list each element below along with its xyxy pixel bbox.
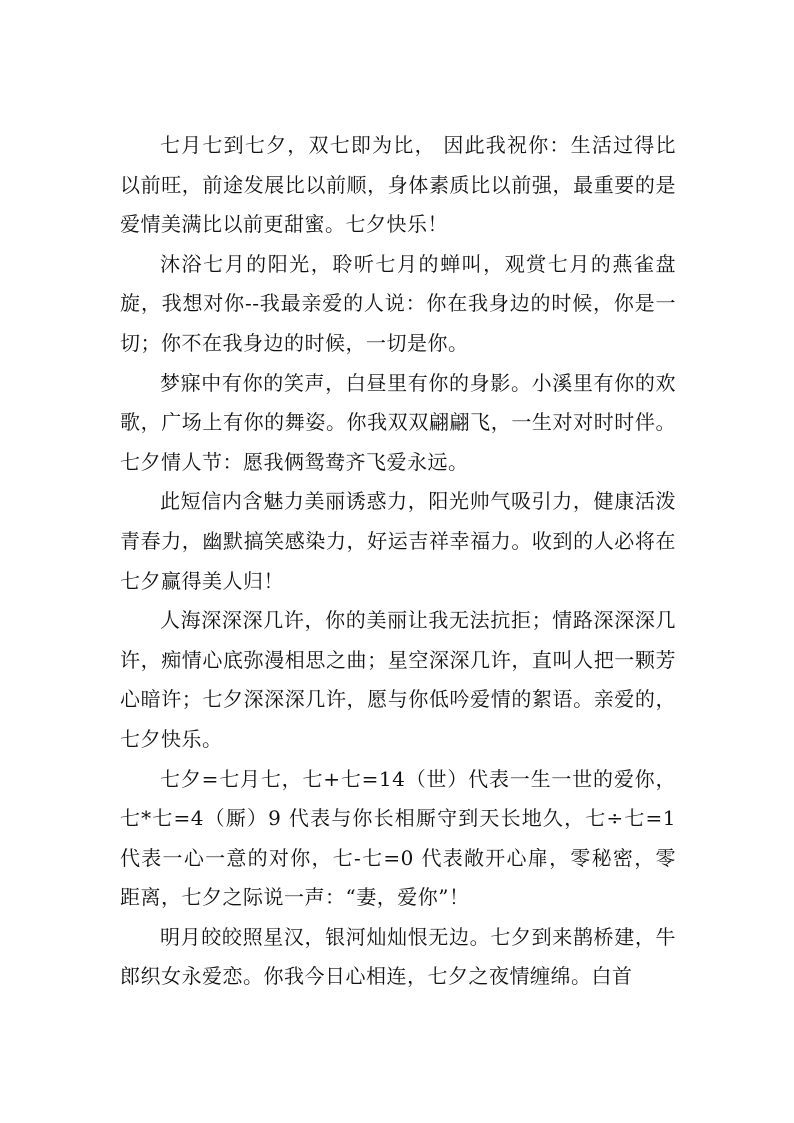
paragraph-1: 七月七到七夕，双七即为比， 因此我祝你：生活过得比以前旺，前途发展比以前顺，身体素质比以前强，最重要的是爱情美满比以前更甜蜜。七夕快乐！ <box>120 133 676 237</box>
paragraph-4: 此短信内含魅力美丽诱惑力，阳光帅气吸引力，健康活泼青春力，幽默搞笑感染力，好运吉祥幸福力。收到的人必将在七夕赢得美人归！ <box>120 489 676 593</box>
paragraph-6: 七夕=七月七，七+七=14（世）代表一生一世的爱你，七*七=4（厮）9 代表与你长相厮守到天长地久，七÷七=1 代表一心一意的对你，七-七=0 代表敞开心扉，零秘密，零距离，七夕之际说一声：“妻，爱你”！ <box>120 766 676 910</box>
paragraph-3: 梦寐中有你的笑声，白昼里有你的身影。小溪里有你的欢歌，广场上有你的舞姿。你我双双翩翩飞，一生对对时时伴。七夕情人节：愿我俩鸳鸯齐飞爱永远。 <box>120 370 676 474</box>
paragraph-5: 人海深深深几许，你的美丽让我无法抗拒；情路深深深几许，痴情心底弥漫相思之曲；星空深深几许，直叫人把一颗芳心暗许；七夕深深深几许，愿与你低吟爱情的絮语。亲爱的，七夕快乐。 <box>120 608 676 751</box>
paragraph-7: 明月皎皎照星汉，银河灿灿恨无边。七夕到来鹊桥建，牛郎织女永爱恋。你我今日心相连，七夕之夜情缠绵。白首 <box>120 924 676 989</box>
paragraph-2: 沐浴七月的阳光，聆听七月的蝉叫，观赏七月的燕雀盘旋，我想对你--我最亲爱的人说：你在我身边的时候，你是一切；你不在我身边的时候，一切是你。 <box>120 251 676 355</box>
document-body <box>120 126 676 997</box>
